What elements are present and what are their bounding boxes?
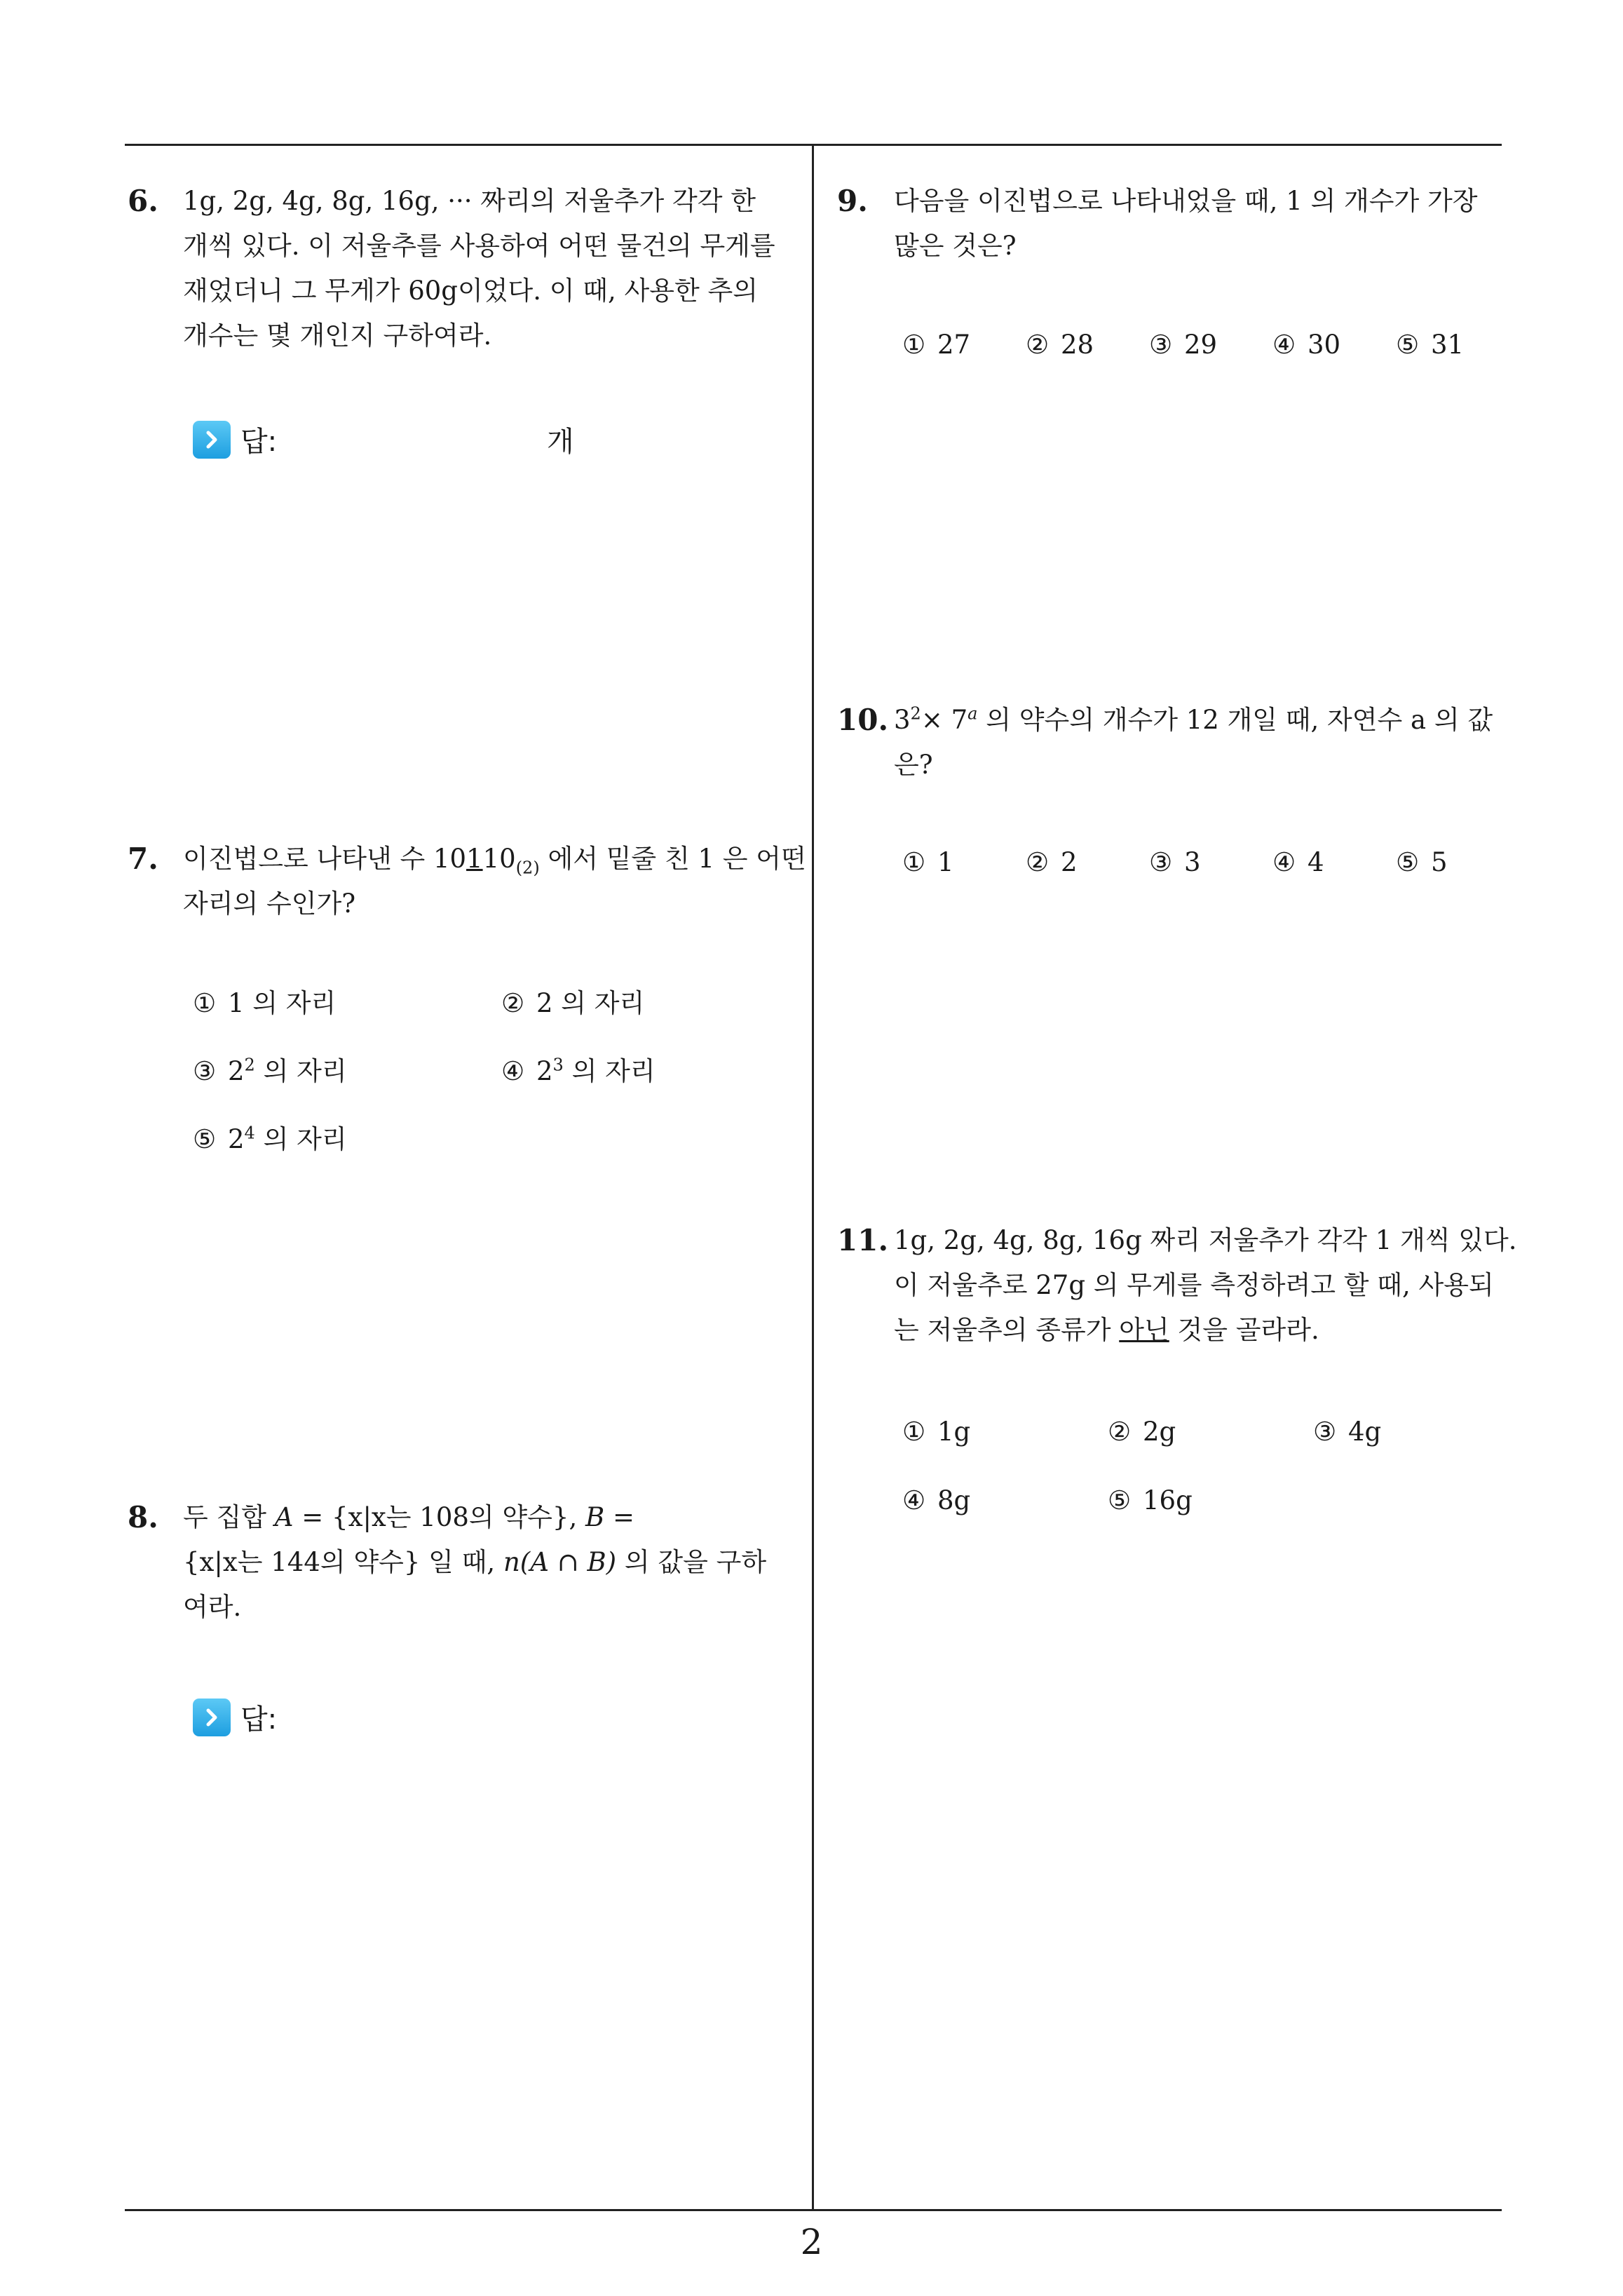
choice-text: 2: [1061, 847, 1078, 877]
choice-5[interactable]: [193, 1118, 347, 1156]
choice-mark: ③: [1149, 330, 1173, 360]
math-expression: n(A ∩ B): [503, 1547, 617, 1577]
chevron-right-icon: [193, 1699, 231, 1736]
text-segment: × 7: [921, 705, 968, 735]
choice-mark: ①: [902, 330, 926, 360]
underlined-word: 아닌: [1119, 1315, 1169, 1345]
answer-unit: 개: [547, 426, 574, 458]
text-segment: 10: [482, 844, 516, 874]
choice-text: 2g: [1143, 1417, 1176, 1447]
choice-2[interactable]: [1108, 1417, 1176, 1447]
choice-text: 4g: [1348, 1417, 1382, 1447]
choice-mark: ⑤: [1396, 330, 1420, 360]
exponent: a: [967, 703, 978, 724]
choice-mark: ⑤: [1396, 847, 1420, 877]
choice-3[interactable]: [1313, 1417, 1381, 1447]
question-number: 6.: [128, 184, 158, 218]
question-8: [125, 1495, 805, 1635]
choice-suffix: 의 자리: [563, 1056, 656, 1086]
answer-field-q6: [193, 419, 277, 459]
exponent: 2: [910, 703, 921, 724]
text-segment: 두: [183, 1502, 208, 1532]
page-number: 2: [800, 2222, 823, 2262]
choice-2[interactable]: [501, 982, 644, 1020]
choice-mark: ③: [193, 1056, 217, 1086]
chevron-right-icon: [193, 421, 231, 459]
question-text: [894, 1218, 1517, 1353]
choice-mark: ②: [1108, 1417, 1132, 1447]
text-segment: 에서 밑줄 친 1 은 어떤: [539, 844, 806, 874]
question-text: [894, 698, 1500, 788]
question-line: 은?: [894, 750, 933, 780]
choice-mark: ②: [1026, 330, 1050, 360]
text-segment: 의: [624, 1547, 650, 1577]
choice-mark: ①: [902, 1417, 926, 1447]
choice-3[interactable]: [1149, 330, 1217, 360]
choice-1[interactable]: [902, 330, 970, 360]
question-line: [894, 1308, 1500, 1353]
question-9: [834, 179, 1507, 277]
question-11: [834, 1218, 1517, 1358]
choice-5[interactable]: [1396, 330, 1464, 360]
text-segment: 3: [894, 705, 911, 735]
question-text: [183, 837, 806, 926]
question-text: [183, 1495, 789, 1630]
choice-text: 1: [937, 847, 954, 877]
choice-4[interactable]: [501, 1050, 656, 1088]
question-line: 많은 것은?: [894, 231, 1017, 261]
question-number: 10.: [837, 703, 889, 737]
question-line: 여라.: [183, 1592, 242, 1622]
choice-mark: ⑤: [1108, 1485, 1132, 1515]
question-number: 8.: [128, 1500, 158, 1534]
choice-exponent: 2: [244, 1055, 255, 1075]
choice-mark: ②: [1026, 847, 1050, 877]
choice-text: 16g: [1143, 1485, 1193, 1515]
question-number: 11.: [837, 1223, 889, 1257]
text-segment: 는 저울추의 종류가: [894, 1315, 1120, 1345]
text-segment: =: [612, 1502, 634, 1532]
text-segment: 의 약수의 개수가 12 개일 때, 자연수 a 의 값: [977, 705, 1493, 735]
question-line: [183, 1495, 789, 1540]
choices-q9: [902, 330, 1505, 372]
question-number: 7.: [128, 842, 158, 876]
bottom-rule: [125, 2209, 1502, 2211]
choice-base: 2: [228, 1056, 245, 1086]
question-line: [183, 837, 806, 882]
choice-mark: ①: [902, 847, 926, 877]
text-segment: 값을: [658, 1547, 708, 1577]
question-text: [183, 179, 789, 358]
choice-1[interactable]: [902, 847, 954, 877]
text-segment: 일: [428, 1547, 454, 1577]
question-number: 9.: [837, 184, 868, 218]
text-segment: 구하: [716, 1547, 767, 1577]
choice-mark: ④: [902, 1485, 926, 1515]
choice-text: 8g: [937, 1485, 971, 1515]
choice-mark: ⑤: [193, 1124, 217, 1154]
choice-4[interactable]: [1272, 330, 1340, 360]
choice-4[interactable]: [902, 1485, 970, 1515]
choice-base: 2: [228, 1124, 245, 1154]
choice-text: 28: [1061, 330, 1094, 360]
underlined-digit: 1: [466, 844, 483, 874]
choice-2[interactable]: [1026, 847, 1078, 877]
choice-4[interactable]: [1272, 847, 1324, 877]
choice-base: 2: [536, 1056, 553, 1086]
choices-q11: [902, 1417, 1505, 1529]
question-line: 개수는 몇 개인지 구하여라.: [183, 320, 492, 351]
choice-text: 27: [937, 330, 971, 360]
choice-3[interactable]: [193, 1050, 347, 1088]
choice-text: 31: [1431, 330, 1465, 360]
set-definition: {x|x는 144의 약수}: [183, 1547, 421, 1577]
set-definition: {x|x는 108의 약수},: [332, 1502, 578, 1532]
choice-mark: ③: [1149, 847, 1173, 877]
question-line: 자리의 수인가?: [183, 889, 356, 919]
choice-5[interactable]: [1396, 847, 1448, 877]
choice-mark: ④: [501, 1056, 525, 1086]
text-segment: 이진법으로 나타낸 수 10: [183, 844, 467, 874]
set-name: B: [585, 1502, 605, 1532]
text-segment: 때,: [461, 1547, 496, 1577]
question-line: 다음을 이진법으로 나타내었을 때, 1 의 개수가 가장: [894, 186, 1478, 216]
choices-q10: [902, 847, 1505, 889]
choice-base: 1: [228, 988, 245, 1018]
choice-1[interactable]: [193, 982, 336, 1020]
choice-base: 2: [536, 988, 553, 1018]
text-segment: 집합: [216, 1502, 266, 1532]
choice-mark: ④: [1272, 847, 1296, 877]
choice-suffix: 의 자리: [254, 1056, 347, 1086]
question-line: 재었더니 그 무게가 60g이었다. 이 때, 사용한 추의: [183, 276, 758, 306]
choice-mark: ①: [193, 988, 217, 1018]
choice-text: 29: [1184, 330, 1218, 360]
answer-label: 답:: [240, 1703, 278, 1736]
choice-mark: ③: [1313, 1417, 1337, 1447]
choice-exponent: 4: [244, 1123, 255, 1143]
choice-mark: ④: [1272, 330, 1296, 360]
set-name: A: [274, 1502, 294, 1532]
column-divider: [812, 144, 814, 2210]
choice-3[interactable]: [1149, 847, 1201, 877]
question-line: 1g, 2g, 4g, 8g, 16g, ··· 짜리의 저울추가 각각 한: [183, 186, 756, 216]
question-line: [894, 698, 1500, 743]
choices-q7: [193, 982, 754, 1164]
choice-mark: ②: [501, 988, 525, 1018]
text-segment: 것을 골라라.: [1169, 1315, 1319, 1345]
question-line: 이 저울추로 27g 의 무게를 측정하려고 할 때, 사용되: [894, 1270, 1494, 1300]
question-line: 개씩 있다. 이 저울추를 사용하여 어떤 물건의 무게를: [183, 231, 775, 261]
question-10: [834, 698, 1507, 796]
question-7: [125, 837, 805, 935]
choice-text: 30: [1308, 330, 1341, 360]
choice-suffix: 의 자리: [552, 988, 645, 1018]
choice-5[interactable]: [1108, 1485, 1193, 1515]
choice-2[interactable]: [1026, 330, 1094, 360]
choice-exponent: 3: [552, 1055, 564, 1075]
choice-suffix: 의 자리: [244, 988, 337, 1018]
text-segment: =: [301, 1502, 324, 1532]
question-text: [894, 179, 1500, 269]
choice-text: 1g: [937, 1417, 971, 1447]
question-6: [125, 179, 805, 361]
choice-1[interactable]: [902, 1417, 970, 1447]
answer-field-q8: [193, 1697, 277, 1737]
choice-text: 5: [1431, 847, 1448, 877]
choice-text: 4: [1308, 847, 1324, 877]
answer-label: 답:: [240, 426, 278, 458]
question-line: 1g, 2g, 4g, 8g, 16g 짜리 저울추가 각각 1 개씩 있다.: [894, 1225, 1517, 1255]
base-subscript: (2): [515, 858, 540, 878]
choice-text: 3: [1184, 847, 1201, 877]
choice-suffix: 의 자리: [254, 1124, 347, 1154]
question-line: [183, 1540, 789, 1585]
